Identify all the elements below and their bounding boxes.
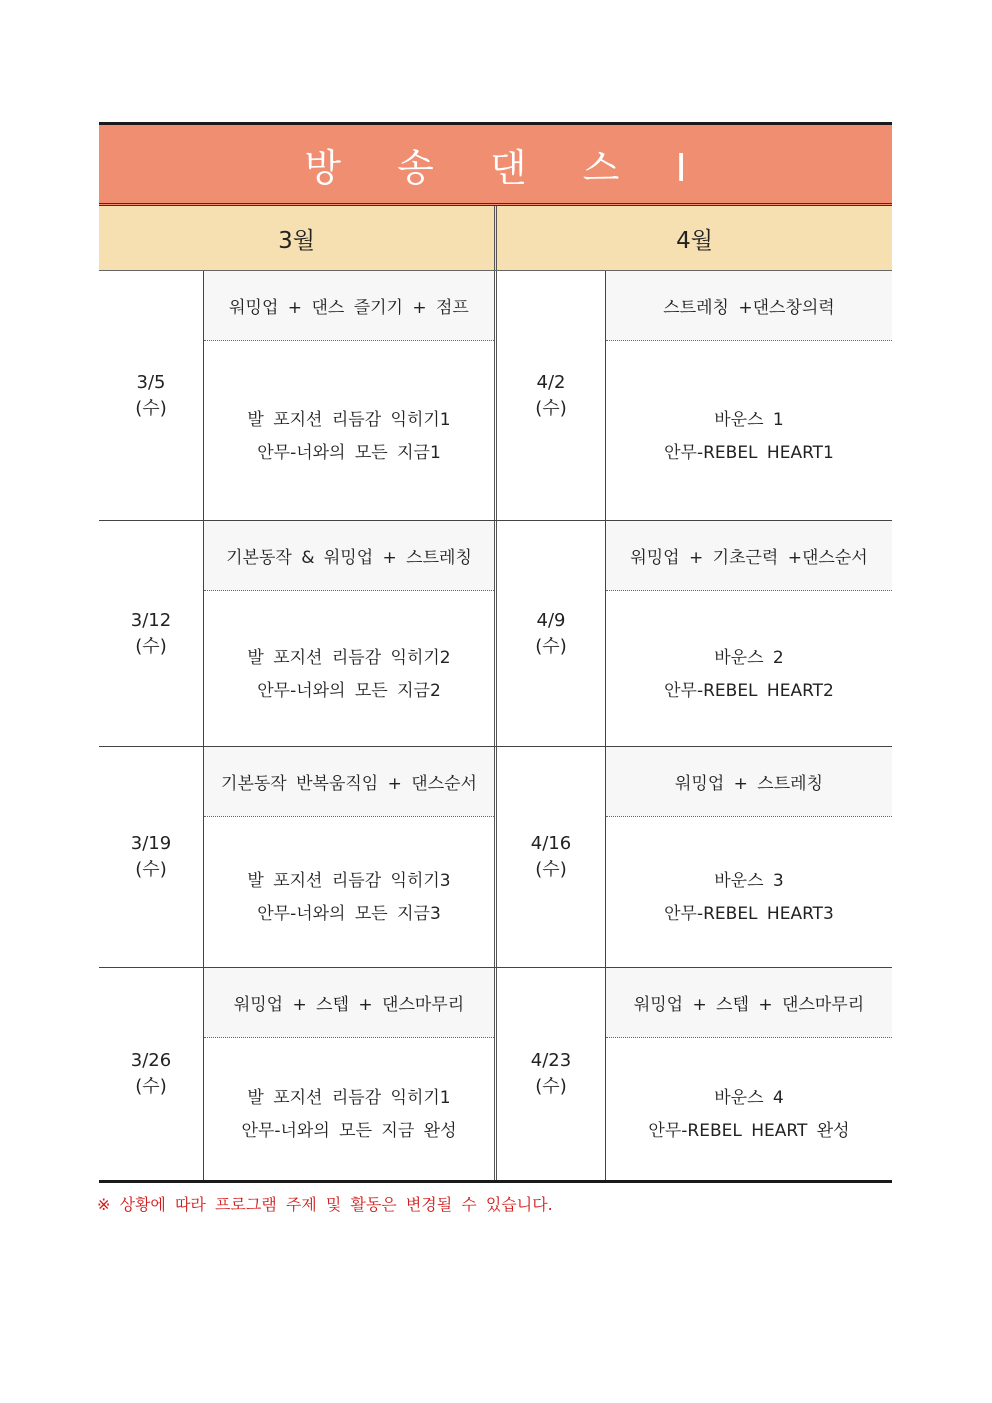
session-warmup: 워밍업 + 스텝 + 댄스마무리 — [606, 968, 892, 1038]
schedule-row — [99, 747, 892, 968]
session-warmup: 워밍업 + 스트레칭 — [606, 747, 892, 817]
session-warmup: 워밍업 + 기초근력 +댄스순서 — [606, 521, 892, 591]
session-main-line2: 안무-너와의 모든 지금 완성 — [241, 1121, 457, 1141]
month-header-row — [99, 206, 892, 271]
session-main-line2: 안무-REBEL HEART1 — [664, 442, 834, 463]
session-weekday: (수) — [535, 397, 567, 419]
session-content — [204, 521, 494, 746]
session-content — [204, 271, 494, 520]
session-main-line1: 바운스 4 — [714, 1088, 784, 1108]
session-main-line2: 안무-REBEL HEART 완성 — [648, 1121, 850, 1141]
session-date: 4/23 — [530, 1050, 572, 1071]
session-main — [606, 341, 892, 520]
session-date: 3/19 — [130, 833, 172, 854]
march-session — [99, 271, 497, 520]
session-weekday: (수) — [535, 859, 567, 880]
session-date: 4/2 — [536, 371, 566, 393]
schedule-table — [99, 122, 892, 1183]
session-weekday: (수) — [135, 397, 167, 419]
schedule-row — [99, 521, 892, 747]
session-warmup: 워밍업 + 스텝 + 댄스마무리 — [204, 968, 494, 1038]
session-main-line1: 발 포지션 리듬감 익히기1 — [247, 409, 451, 430]
april-session — [497, 271, 892, 520]
session-content — [606, 968, 892, 1180]
session-weekday: (수) — [535, 635, 567, 657]
april-session — [497, 521, 892, 746]
session-weekday: (수) — [135, 859, 167, 880]
session-date-cell — [99, 968, 204, 1180]
session-main-line1: 발 포지션 리듬감 익히기2 — [247, 647, 451, 668]
session-date-cell — [497, 747, 606, 967]
april-session — [497, 968, 892, 1180]
session-main-line2: 안무-REBEL HEART3 — [664, 904, 834, 924]
session-main — [606, 591, 892, 746]
session-main — [606, 817, 892, 967]
session-date-cell — [497, 968, 606, 1180]
month-april-header: 4월 — [676, 227, 713, 254]
session-date-cell — [99, 747, 204, 967]
session-warmup: 워밍업 + 댄스 즐기기 + 점프 — [204, 271, 494, 341]
session-date: 3/12 — [130, 609, 172, 631]
session-date: 3/5 — [136, 371, 166, 393]
session-weekday: (수) — [535, 1076, 567, 1097]
session-content — [204, 968, 494, 1180]
session-content — [606, 521, 892, 746]
session-warmup: 스트레칭 +댄스창의력 — [606, 271, 892, 341]
march-session — [99, 747, 497, 967]
session-content — [606, 271, 892, 520]
session-main — [204, 341, 494, 520]
session-main-line1: 바운스 1 — [714, 409, 784, 430]
session-warmup: 기본동작 & 워밍업 + 스트레칭 — [204, 521, 494, 591]
session-weekday: (수) — [135, 1076, 167, 1097]
session-content — [204, 747, 494, 967]
session-date: 3/26 — [130, 1050, 172, 1071]
session-weekday: (수) — [135, 635, 167, 657]
session-main-line1: 발 포지션 리듬감 익히기1 — [247, 1088, 451, 1108]
session-content — [606, 747, 892, 967]
session-main-line2: 안무-너와의 모든 지금2 — [257, 680, 441, 701]
schedule-row — [99, 968, 892, 1183]
april-session — [497, 747, 892, 967]
session-date: 4/9 — [536, 609, 566, 631]
session-date-cell — [99, 521, 204, 746]
session-main-line2: 안무-너와의 모든 지금3 — [257, 904, 441, 924]
session-main — [204, 591, 494, 746]
session-main-line1: 발 포지션 리듬감 익히기3 — [247, 871, 451, 891]
session-date-cell — [497, 521, 606, 746]
footnote: ※ 상황에 따라 프로그램 주제 및 활동은 변경될 수 있습니다. — [97, 1195, 553, 1214]
session-main — [606, 1038, 892, 1180]
schedule-row — [99, 271, 892, 521]
page-title: 방 송 댄 스 I — [99, 122, 892, 206]
march-session — [99, 968, 497, 1180]
session-warmup: 기본동작 반복움직임 + 댄스순서 — [204, 747, 494, 817]
session-main — [204, 1038, 494, 1180]
session-date-cell — [99, 271, 204, 520]
march-session — [99, 521, 497, 746]
session-date: 4/16 — [530, 833, 572, 854]
session-main-line2: 안무-너와의 모든 지금1 — [257, 442, 441, 463]
session-main-line2: 안무-REBEL HEART2 — [664, 680, 834, 701]
month-march-header: 3월 — [99, 206, 497, 270]
session-main — [204, 817, 494, 967]
session-date-cell — [497, 271, 606, 520]
session-main-line1: 바운스 3 — [714, 871, 784, 891]
session-main-line1: 바운스 2 — [714, 647, 784, 668]
